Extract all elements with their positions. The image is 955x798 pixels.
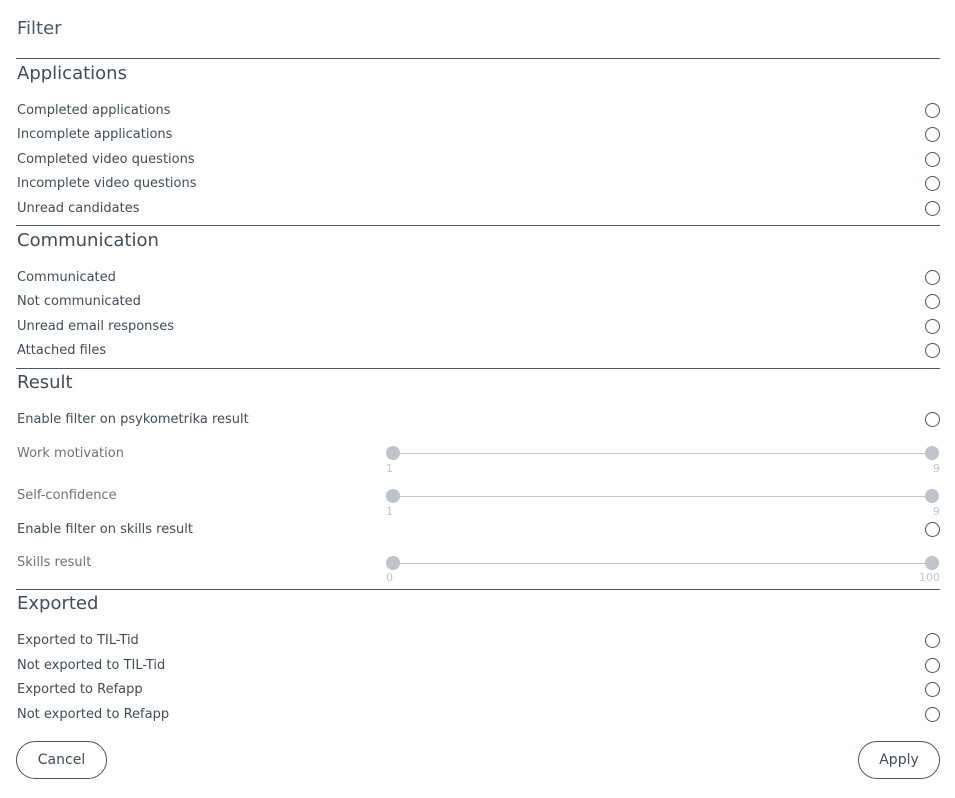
- slider-handle-min[interactable]: [386, 556, 400, 570]
- slider-handle-max[interactable]: [925, 489, 939, 503]
- radio-enable-skills-filter[interactable]: [925, 522, 940, 537]
- option-label-incomplete-applications: Incomplete applications: [17, 127, 173, 142]
- option-label-enable-psyko-filter: Enable filter on psykometrika result: [17, 412, 249, 427]
- radio-not-communicated[interactable]: [925, 294, 940, 309]
- slider-label-skills-result: Skills result: [17, 555, 92, 570]
- slider-track[interactable]: [393, 563, 933, 564]
- dialog-title: Filter: [17, 18, 62, 39]
- radio-attached-files[interactable]: [925, 343, 940, 358]
- option-label-not-exported-refapp: Not exported to Refapp: [17, 707, 170, 722]
- slider-label-self-confidence: Self-confidence: [17, 488, 117, 503]
- option-label-unread-email-responses: Unread email responses: [17, 319, 174, 334]
- radio-communicated[interactable]: [925, 270, 940, 285]
- option-label-not-communicated: Not communicated: [17, 294, 141, 309]
- section-title-communication: Communication: [17, 230, 159, 251]
- slider-handle-min[interactable]: [386, 446, 400, 460]
- option-label-not-exported-til-tid: Not exported to TIL-Tid: [17, 658, 166, 673]
- option-label-enable-skills-filter: Enable filter on skills result: [17, 522, 193, 537]
- section-title-result: Result: [17, 372, 73, 393]
- radio-exported-refapp[interactable]: [925, 682, 940, 697]
- section-title-exported: Exported: [17, 593, 99, 614]
- section-title-applications: Applications: [17, 63, 127, 84]
- radio-not-exported-refapp[interactable]: [925, 707, 940, 722]
- option-label-exported-refapp: Exported to Refapp: [17, 682, 143, 697]
- slider-handle-min[interactable]: [386, 489, 400, 503]
- option-label-completed-applications: Completed applications: [17, 103, 171, 118]
- slider-min-value: 1: [386, 462, 393, 475]
- radio-not-exported-til-tid[interactable]: [925, 658, 940, 673]
- divider: [16, 58, 940, 59]
- radio-completed-applications[interactable]: [925, 103, 940, 118]
- radio-enable-psyko-filter[interactable]: [925, 412, 940, 427]
- slider-max-value: 9: [933, 462, 940, 475]
- option-label-exported-til-tid: Exported to TIL-Tid: [17, 633, 139, 648]
- radio-exported-til-tid[interactable]: [925, 633, 940, 648]
- divider: [16, 368, 940, 369]
- slider-track[interactable]: [393, 453, 933, 454]
- radio-completed-video-questions[interactable]: [925, 152, 940, 167]
- option-label-unread-candidates: Unread candidates: [17, 201, 140, 216]
- slider-max-value: 9: [933, 505, 940, 518]
- cancel-button[interactable]: Cancel: [16, 741, 107, 779]
- radio-unread-candidates[interactable]: [925, 201, 940, 216]
- option-label-communicated: Communicated: [17, 270, 116, 285]
- slider-min-value: 0: [386, 571, 393, 584]
- slider-handle-max[interactable]: [925, 446, 939, 460]
- divider: [16, 589, 940, 590]
- apply-button[interactable]: Apply: [858, 741, 940, 779]
- radio-unread-email-responses[interactable]: [925, 319, 940, 334]
- option-label-completed-video-questions: Completed video questions: [17, 152, 195, 167]
- slider-label-work-motivation: Work motivation: [17, 446, 124, 461]
- option-label-incomplete-video-questions: Incomplete video questions: [17, 176, 197, 191]
- divider: [16, 225, 940, 226]
- slider-min-value: 1: [386, 505, 393, 518]
- option-label-attached-files: Attached files: [17, 343, 107, 358]
- radio-incomplete-video-questions[interactable]: [925, 176, 940, 191]
- slider-max-value: 100: [919, 571, 940, 584]
- slider-track[interactable]: [393, 496, 933, 497]
- radio-incomplete-applications[interactable]: [925, 127, 940, 142]
- slider-handle-max[interactable]: [925, 556, 939, 570]
